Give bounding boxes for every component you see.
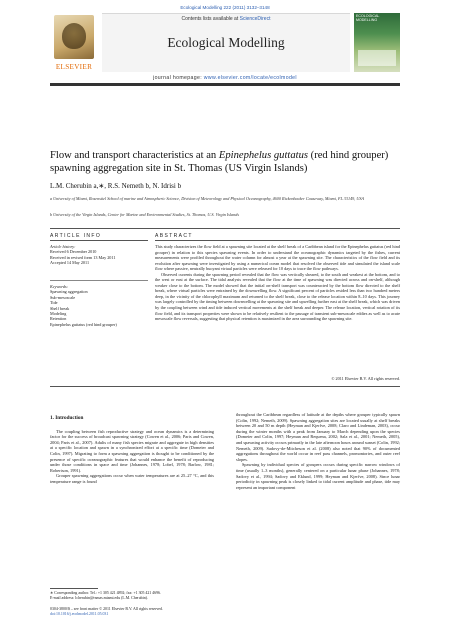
- cover-title: ECOLOGICAL MODELLING: [356, 14, 380, 22]
- abstract-heading-rule: [155, 240, 400, 241]
- introduction-heading: 1. Introduction: [50, 415, 84, 421]
- issn-line: 0304-3800/$ – see front matter © 2011 Elsevier B.V. All rights reserved.: [50, 607, 163, 611]
- journal-title: Ecological Modelling: [167, 35, 285, 50]
- journal-homepage-bar: [50, 75, 400, 86]
- front-matter: [50, 607, 220, 617]
- body-column-left: [50, 416, 214, 485]
- cover-decoration: [358, 50, 396, 66]
- sciencedirect-link[interactable]: ScienceDirect: [239, 16, 271, 22]
- revised-date: Received in revised form 13 May 2011: [50, 254, 116, 260]
- affiliation-b: b University of the Virgin Islands, Center for Marine and Environmental Studies, St. Thomas, U.S. Virgin Islands: [50, 212, 239, 217]
- keyword-item: Retention: [50, 316, 67, 322]
- intro-paragraph-3: throughout the Caribbean regardless of latitude at the depths where grouper typically spawn (Colin, 1992; Nemeth, 2009). Spawning aggregation sites are located usually at shelf breaks between 20 and 50 m depth (Heyman and Kjerfve, 2008; Claro and Lindeman, 2003), occur during the winter months with a peak from January to March depending upon the species (Domeier and Colin, 1997; Heyman and Requena, 2002; Sala et al., 2001; Nemeth, 2005), and spawning activity occurs primarily in the late afternoon hours around sunset (Colin, 1992; Nemeth, 2009). Sadovy-de-Mitcheson et al. (2008) also noted that 90% of documented aggregations throughout the world occur in reef pass channels, promontories, and outer reef slopes.: [236, 412, 400, 462]
- accepted-date: Accepted 14 May 2011: [50, 260, 90, 266]
- title-part-2: (red hind grouper) spawning aggregation site in St. Thomas (US Virgin Islands): [50, 150, 389, 174]
- contents-prefix: Contents lists available at: [181, 16, 240, 22]
- journal-masthead: [50, 13, 400, 72]
- article-title: [50, 149, 410, 175]
- copyright-line: © 2011 Elsevier B.V. All rights reserved.: [331, 376, 400, 381]
- author-list[interactable]: L.M. Cherubin a,∗, R.S. Nemeth b, N. Idrisi b: [50, 182, 182, 190]
- info-heading-rule: [50, 240, 148, 241]
- title-part-1: Flow and transport characteristics at an: [50, 150, 219, 161]
- keywords-block: [50, 284, 148, 327]
- keywords-label: Keywords:: [50, 284, 68, 289]
- header-divider: [50, 228, 400, 229]
- received-date: Received 6 December 2010: [50, 249, 97, 255]
- elsevier-logo[interactable]: [50, 13, 98, 72]
- keyword-item: Tide: [50, 300, 58, 306]
- masthead-banner: [102, 13, 350, 72]
- corresponding-author-contact: ∗ Corresponding author. Tel.: +1 305 421 4892; fax: +1 305 421 4696.: [50, 591, 161, 595]
- keyword-item: Sub-mesoscale: [50, 294, 76, 300]
- keyword-item: Epinephelus guttatus (red hind grouper): [50, 321, 117, 327]
- doi-link[interactable]: doi:10.1016/j.ecolmodel.2011.05.031: [50, 612, 109, 616]
- body-column-right: [236, 412, 400, 490]
- contents-line: [102, 16, 350, 22]
- elsevier-wordmark: ELSEVIER: [55, 63, 93, 71]
- footnote-rule: [50, 588, 98, 589]
- history-label: Article history:: [50, 244, 76, 249]
- journal-reference[interactable]: Ecological Modelling 222 (2011) 3132–3148: [180, 5, 270, 10]
- homepage-link[interactable]: www.elsevier.com/locate/ecolmodel: [203, 75, 297, 81]
- intro-paragraph-4: Spawning by individual species of groupers occurs during specific narrow windows of time (usually 1–3 months), generally centered on a particular lunar phase (Johannes, 1978; Sadovy et al., 1994; Sadovy and Eklund, 1999; Heyman and Kjerfve, 2008). Since lunar periodicity in spawning peak is closely linked to tidal current amplitude and phase, tide may represent an important component: [236, 462, 400, 490]
- affiliation-a: a University of Miami, Rosenstiel School of marine and Atmospheric Science, Division of Meteorology and Physical Oceanography, 4600 Rickenbacker Causeway, Miami, FL 33149, USA: [50, 196, 365, 201]
- intro-paragraph-1: The coupling between fish reproductive strategy and ocean dynamics is a determining factor for the success of broadcast spawning strategy (Cowen et al., 2006; Paris and Cowen, 2004; Paris et al., 2007). Adults of many fish species migrate and aggregate in high densities at a specific location and spawn in a synchronized effort at a specific time (Domeier and Colin, 1997). Migrating to form a spawning aggregation is thought to be conditioned by the presence of specific oceanographic features that would enhance the benefit of reproducing under those conditions in space and time (Johannes, 1978; Lobel, 1978; Barlow, 1981; Robertson, 1991).: [50, 428, 214, 473]
- intro-paragraph-2: Grouper spawning aggregations occur when water temperatures are at 25–27 °C, and this temperature range is found: [50, 473, 214, 484]
- abstract-paragraph-1: This study characterizes the flow field at a spawning site located at the shelf break of a Caribbean island for the Epinephelus guttatus (red hind grouper) in relation to this species spawning events. In order to understand the oceanographic dynamics targeted by the fishes, current measurements were profiled throughout the water column for almost a year at the spawning site. The characteristics of the flow field and its evolution after spawning were investigated by using a numerical ocean model that resolved the observed tide and simulated the island scale flow where passive, neutrally buoyant virtual particles were released for 10 days to trace the flow pathways.: [155, 244, 400, 272]
- article-info-heading: ARTICLE INFO: [50, 233, 102, 239]
- author-email[interactable]: E-mail address: lcherubin@rsmas.miami.edu (L.M. Cherubin).: [50, 596, 148, 600]
- homepage-prefix: journal homepage:: [153, 75, 204, 81]
- abstract-paragraph-2: Observed currents during the spawning period revealed that the flow was vertically sheared, to the south and weakest at the bottom, and to the west or east at the surface. The tidal analysis revealed that the flow at the time of spawning was directed across and on-shelf, although weaker close to the bottom. The model showed that the initial on-shelf transport was counteracted by the bottom flow directed to the shelf break, where virtual particles were entrained by the downwelling flow. A significant percent of particles resided less than two hundred meters deep, in the vicinity of the chlorophyll maximum and returned to the shelf break, close to the release location within 8–10 days. This journey was largely controlled by the timing between downwelling at the spawning site and upwelling further east at the shelf break, which was driven by the coupling between wind and tide induced vertical movements at the shelf break and deeper. The release location, vertical rotation of its flow field, and its transport properties were shown to be relatively resilient to the passage of transient sub-mesoscale eddies as well as to acute mesoscale flow reversals, suggesting that physical retention is maximized in the area surrounding the spawning site.: [155, 271, 400, 322]
- abstract-bottom-rule: [50, 386, 400, 387]
- keyword-item: Modeling: [50, 311, 67, 317]
- keyword-item: Shelf break: [50, 305, 70, 311]
- elsevier-tree-icon: [54, 15, 94, 59]
- journal-cover-image[interactable]: [354, 13, 400, 72]
- abstract-body: [155, 244, 400, 322]
- title-species: Epinephelus guttatus: [218, 150, 309, 161]
- article-history: [50, 244, 148, 266]
- abstract-heading: ABSTRACT: [155, 233, 193, 239]
- keyword-item: Spawning aggregation: [50, 289, 88, 295]
- corresponding-author-footnote: [50, 591, 220, 601]
- info-separator: [50, 280, 148, 281]
